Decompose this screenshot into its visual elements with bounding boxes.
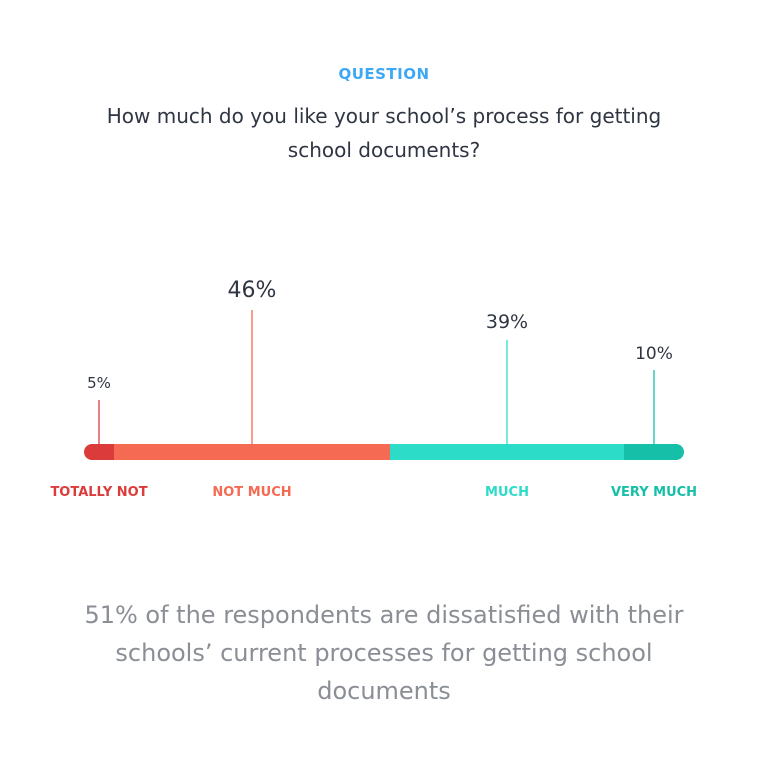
value-label-not-much: 46% <box>227 278 277 303</box>
stacked-bar <box>84 444 685 460</box>
category-label-totally-not: TOTALLY NOT <box>50 485 148 500</box>
question-eyebrow: QUESTION <box>338 65 430 83</box>
value-label-much: 39% <box>485 311 529 333</box>
category-label-much: MUCH <box>485 485 529 500</box>
value-label-totally-not: 5% <box>87 374 111 392</box>
category-label-very-much: VERY MUCH <box>610 485 698 500</box>
question-text: How much do you like your school’s process for getting school documents? <box>106 104 662 162</box>
category-label-not-much: NOT MUCH <box>212 485 292 500</box>
summary-text: 51% of the respondents are dissatisfied with their schools’ current processes for getting school documents <box>84 601 684 705</box>
survey-stacked-bar-chart <box>0 260 768 520</box>
value-label-very-much: 10% <box>635 344 673 364</box>
